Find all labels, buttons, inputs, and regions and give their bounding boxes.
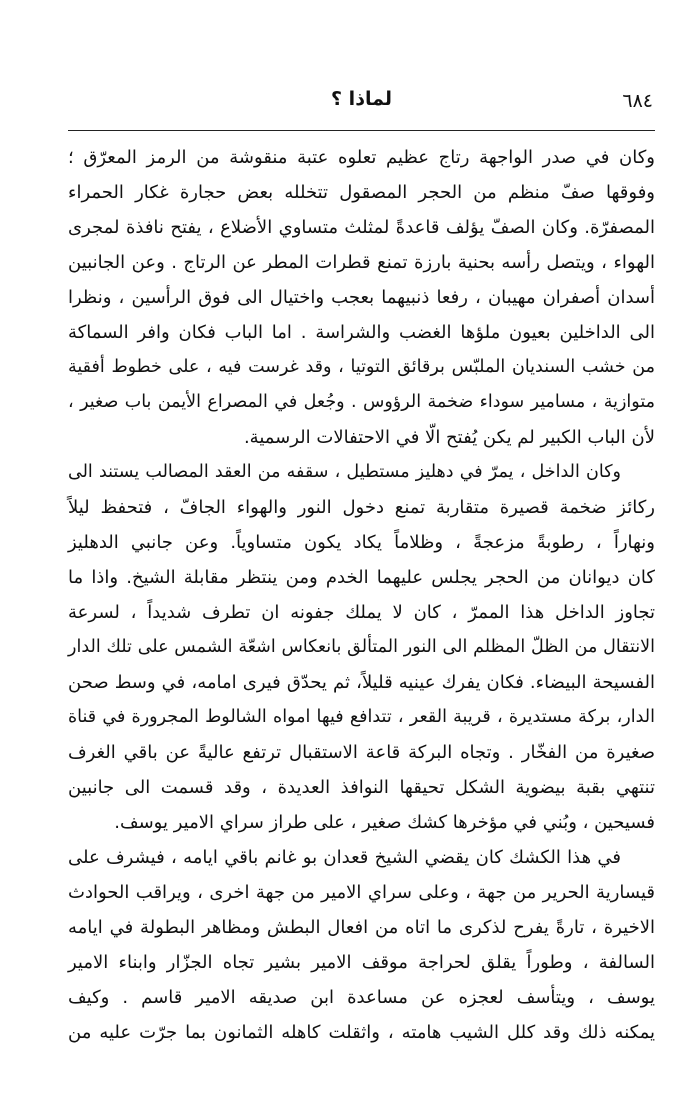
text-line: يوسف ، ويتأسف لعجزه عن مساعدة ابن صديقه الامير قاسم . وكيف <box>68 987 655 1008</box>
header-rule <box>68 130 655 131</box>
text-line: وفوقها صفّ منظم من الحجر المصقول تتخلله بعض حجارة غكار الحمراء <box>68 182 655 203</box>
page-body <box>68 140 655 1050</box>
text-line: فسيحين ، وبُني في مؤخرها كشك صغير ، على طراز سراي الامير يوسف. <box>114 812 655 833</box>
text-line: تجاوز الداخل هذا الممرّ ، كان لا يملك جفونه ان تطرف شديداً ، لسرعة <box>68 602 655 623</box>
text-line: الدار، بركة مستديرة ، قريبة القعر ، تتدافع فيها امواه الشالوط المجرورة في قناة <box>68 707 655 727</box>
text-line: أسدان أصفران مهيبان ، رفعا ذنبيهما بعجب واختيال الى فوق الرأسين ، ونظرا <box>68 287 655 308</box>
text-line: تنتهي بقبة بيضوية الشكل تحيقها النوافذ العديدة ، وقد قسمت الى جانبين <box>68 777 655 798</box>
text-line: متوازية ، مسامير سوداء ضخمة الرؤوس . وجُعل في المصراع الأيمن باب صغير ، <box>68 392 655 412</box>
page-header <box>68 88 655 118</box>
text-line: يمكنه ذلك وقد كلل الشيب هامته ، واثقلت كاهله الثمانون بما جرّت عليه من <box>68 1022 655 1043</box>
text-line: وكان الداخل ، يمرّ في دهليز مستطيل ، سقفه من العقد المصالب يستند الى <box>68 462 621 482</box>
text-line: من خشب السنديان الملبّس برقائق التوتيا ، وقد غرست فيه ، على خطوط أفقية <box>68 357 655 377</box>
running-title: لماذا ؟ <box>331 88 392 110</box>
text-line: ركائز ضخمة قصيرة متقاربة تمنع دخول النور والهواء الجافّ ، فتحفظ ليلاً <box>68 497 655 518</box>
text-line: كان ديوانان من الحجر يجلس عليهما الخدم ومن ينتظر مقابلة الشيخ. واذا ما <box>68 567 655 588</box>
text-line: وكان في صدر الواجهة رتاج عظيم تعلوه عتبة منقوشة من الرمز المعرّق ؛ <box>68 147 655 168</box>
page-number: ٦٨٤ <box>622 90 653 112</box>
text-line: الانتقال من الظلّ المظلم الى النور المتألق بانعكاس اشعّة الشمس على تلك الدار <box>68 637 655 657</box>
text-line: الى الداخلين بعيون ملؤها الغضب والشراسة . اما الباب فكان وافر السماكة <box>68 322 655 343</box>
text-line: قيسارية الحرير من جهة ، وعلى سراي الامير من جهة اخرى ، ويراقب الحوادث <box>68 882 655 903</box>
text-line: في هذا الكشك كان يقضي الشيخ قعدان بو غانم باقي ايامه ، فيشرف على <box>68 847 621 868</box>
text-line: لأن الباب الكبير لم يكن يُفتح الّا في الاحتفالات الرسمية. <box>243 427 655 448</box>
text-line: المصفرّة. وكان الصفّ يؤلف قاعدةً لمثلث متساوي الأضلاع ، يفتح نافذة لمجرى <box>68 217 655 238</box>
text-line: الفسيحة البيضاء. فكان يفرك عينيه قليلاً، ثم يحدّق فيرى امامه، في وسط صحن <box>68 672 655 693</box>
text-line: الاخيرة ، تارةً يفرح لذكرى ما اتاه من افعال البطش ومظاهر البطولة في ايامه <box>68 917 655 938</box>
text-line: الهواء ، ويتصل رأسه بحنية بارزة تمنع قطرات المطر عن الرتاج . وعن الجانبين <box>68 252 655 273</box>
text-line: ونهاراً ، رطوبةً مزعجةً ، وظلاماً يكاد يكون متساوياً. وعن جانبي الدهليز <box>68 532 655 553</box>
text-line: صغيرة من الفخّار . وتجاه البركة قاعة الاستقبال ترتفع عاليةً عن باقي الغرف <box>68 742 655 763</box>
text-line: السالفة ، وطوراً يقلق لحراجة موقف الامير بشير تجاه الجزّار وابناء الامير <box>68 952 655 973</box>
